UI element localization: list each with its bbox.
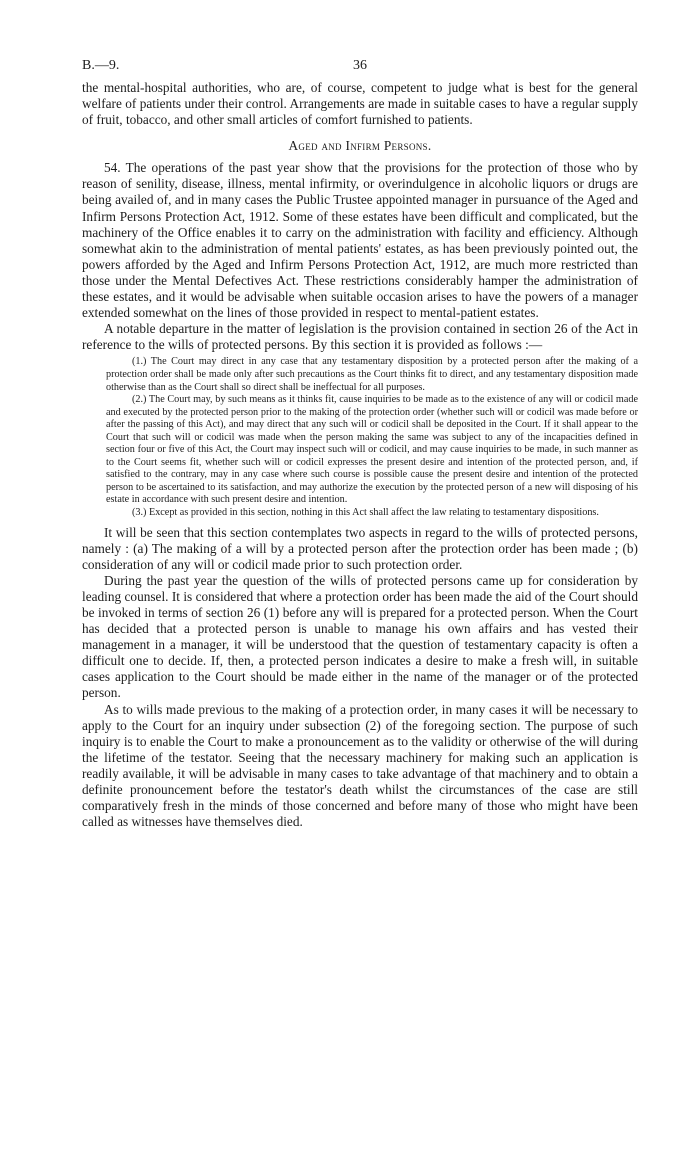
subsection-3: (3.) Except as provided in this section, nothing in this Act shall affect the law relating to testamentary dispositions. xyxy=(132,506,599,518)
subsection-2: (2.) The Court may, by such means as it thinks fit, cause inquiries to be made as to the existence of any will or codicil made and executed by the protected person prior to the making of the protection order (whether such will or codicil was made before or after the passing of this Act), and may direct that any such will or codicil shall be deposited in the Court. If it shall appear to the Court that such will or codicil was made when the person making the same was subject to any of the incapacities defined in section four or five of this Act, the Court may inspect such will or codicil, and may cause inquiries to be made, in such manner as to the Court seems fit, whether such will or codicil expresses the present desire and intention of the protected person, and, if satisfied to the contrary, may in any case where such course is possible cause the present desire and intention of the protected person to be ascertained to its satisfaction, and may authorize the execution by the protected person of a new will disposing of his estate in accordance with such present desire and intention. xyxy=(106,394,638,506)
subsection-1: (1.) The Court may direct in any case that any testamentary disposition by a protected person after the making of a protection order shall be made only after such precautions as the Court thinks fit to direct, and any testamentary disposition made otherwise than as the Court shall so direct shall be ineffectual for all purposes. xyxy=(106,356,638,393)
body-text xyxy=(82,80,638,830)
quoted-statute xyxy=(106,356,638,519)
page-header xyxy=(82,58,638,80)
paragraph-54: 54. The operations of the past year show that the provisions for the protection of those who by reason of senility, disease, illness, mental infirmity, or overindulgence in alcoholic liquors or drugs are being availed of, and in many cases the Public Trustee appointed manager in pursuance of the Aged and Infirm Persons Protection Act, 1912. Some of these estates have been difficult and complicated, but the machinery of the Office enables it to carry on the administration with facility and efficiency. Although somewhat akin to the administration of mental patients' estates, as has been previously pointed out, the powers afforded by the Aged and Infirm Persons Protection Act, 1912, are much more restricted than those under the Mental Defectives Act. These restrictions considerably hamper the administration of these estates, and it would be advisable when suitable occasion arises to have the powers of a manager extended somewhat on the lines of those provided in respect to mental-patient estates. xyxy=(82,160,638,321)
section-heading: Aged and Infirm Persons. xyxy=(288,138,432,154)
document-reference: B.—9. xyxy=(82,58,120,73)
paragraph-section-26: A notable departure in the matter of legislation is the provision contained in section 26 of the Act in reference to the wills of protected persons. By this section it is provided as follows :— xyxy=(82,321,638,353)
paragraph-previous-wills: As to wills made previous to the making of a protection order, in many cases it will be necessary to apply to the Court for an inquiry under subsection (2) of the foregoing section. The purpose of such inquiry is to enable the Court to make a pronouncement as to the validity or otherwise of the will during the lifetime of the testator. Seeing that the necessary machinery for making such an application is readily available, it will be advisable in many cases to take advantage of that machinery and to obtain a definite pronouncement before the testator's death whilst the circumstances of the case are still comparatively fresh in the minds of those concerned and before many of those who might have been called as witnesses have themselves died. xyxy=(82,701,638,830)
page-number: 36 xyxy=(353,58,367,73)
paragraph-leading-counsel: During the past year the question of the wills of protected persons came up for consideration by leading counsel. It is considered that where a protection order has been made the aid of the Court should be invoked in terms of section 26 (1) before any will is prepared for a protected person. When the Court has decided that a protected person is unable to manage his own affairs and has vested their management in a manager, it will be understood that the question of testamentary capacity is often a difficult one to decide. If, then, a protected person indicates a desire to make a fresh will, in suitable cases application to the Court should be made either in the name of the manager or of the protected person. xyxy=(82,572,638,701)
paragraph-two-aspects: It will be seen that this section contemplates two aspects in regard to the wills of protected persons, namely : (a) The making of a will by a protected person after the protection order has been made ; (b) consideration of any will or codicil made prior to such protection order. xyxy=(82,524,638,572)
intro-paragraph: the mental-hospital authorities, who are, of course, competent to judge what is best for the general welfare of patients under their control. Arrangements are made in suitable cases to have a regular supply of fruit, tobacco, and other small articles of comfort furnished to patients. xyxy=(82,80,638,128)
